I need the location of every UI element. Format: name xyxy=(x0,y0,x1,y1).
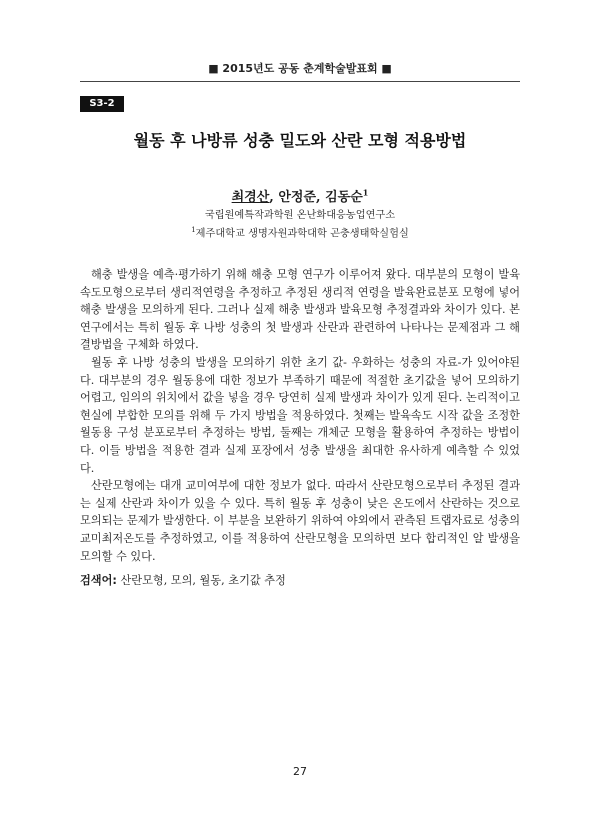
session-badge: S3-2 xyxy=(80,96,124,112)
author-list xyxy=(100,186,500,205)
author-name: 안정준 xyxy=(278,190,317,205)
author-separator: , xyxy=(316,190,326,205)
abstract-paragraph: 산란모형에는 대개 교미여부에 대한 정보가 없다. 따라서 산란모형으로부터 추정된 결과는 실제 산란과 차이가 있을 수 있다. 특히 월동 후 성충이 낮은 온도에서 산란하는 것으로 모의되는 문제가 발생한다. 이 부분을 보완하기 위하여 야외에서 관측된 트랩자료로 성충의 교미최저온도를 추정하였고, 이를 적용하여 산란모형을 모의하면 보다 합리적인 알 발생을 모의할 수 있다. xyxy=(80,479,520,563)
keywords-label: 검색어: xyxy=(80,574,117,587)
keywords-value: 산란모형, 모의, 월동, 초기값 추정 xyxy=(116,574,286,587)
presenting-author: 최경산 xyxy=(231,190,270,205)
affiliation-line: 국립원예특작과학원 온난화대응농업연구소 xyxy=(204,210,396,221)
page-number: 27 xyxy=(293,765,307,778)
abstract-body xyxy=(80,266,520,565)
paper-title: 월동 후 나방류 성충 밀도와 산란 모형 적용방법 xyxy=(133,131,467,150)
affiliations xyxy=(100,208,500,241)
affiliation-line xyxy=(100,223,500,241)
keywords xyxy=(80,572,520,589)
abstract-paragraph: 월동 후 나방 성충의 발생을 모의하기 위한 초기 값- 우화하는 성충의 자료-가 있어야된다. 대부분의 경우 월동용에 대한 정보가 부족하기 때문에 적절한 초기값을 넣어 모의하기 어렵고, 임의의 위치에서 값을 넣을 경우 당연히 실제 발생과 차이가 있게 된다. 논리적이고 현실에 부합한 모의를 위해 두 가지 방법을 적용하였다. 첫째는 발육속도 시작 값을 조정한 월동용 구성 분포로부터 추정하는 방법, 둘째는 개체군 모형을 활용하여 추정하는 방법이다. 이들 방법을 적용한 결과 실제 포장에서 성충 발생을 최대한 유사하게 예측할 수 있었다. xyxy=(80,355,520,475)
author-name: 김동순 xyxy=(325,190,363,205)
abstract-paragraph: 해충 발생을 예측·평가하기 위해 해충 모형 연구가 이루어져 왔다. 대부분의 모형이 발육속도모형으로부터 생리적연령을 추정하고 추정된 생리적 연령을 발육완료분포 모형에 넣어 해충 발생을 모의하게 된다. 그러나 실제 해충 발생과 발육모형 추정결과와 차이가 있다. 본 연구에서는 특히 월동 후 나방 성충의 첫 발생과 산란과 관련하여 나타나는 문제점과 그 해결방법을 구체화 하였다. xyxy=(80,268,520,352)
affiliation-text: 제주대학교 생명자원과학대학 곤충생태학실험실 xyxy=(195,228,409,240)
author-separator: , xyxy=(269,190,279,205)
affiliation-mark: 1 xyxy=(362,187,369,198)
affiliation-mark: 1 xyxy=(191,226,196,234)
running-header: ■ 2015년도 공동 춘계학술발표회 ■ xyxy=(80,60,520,82)
